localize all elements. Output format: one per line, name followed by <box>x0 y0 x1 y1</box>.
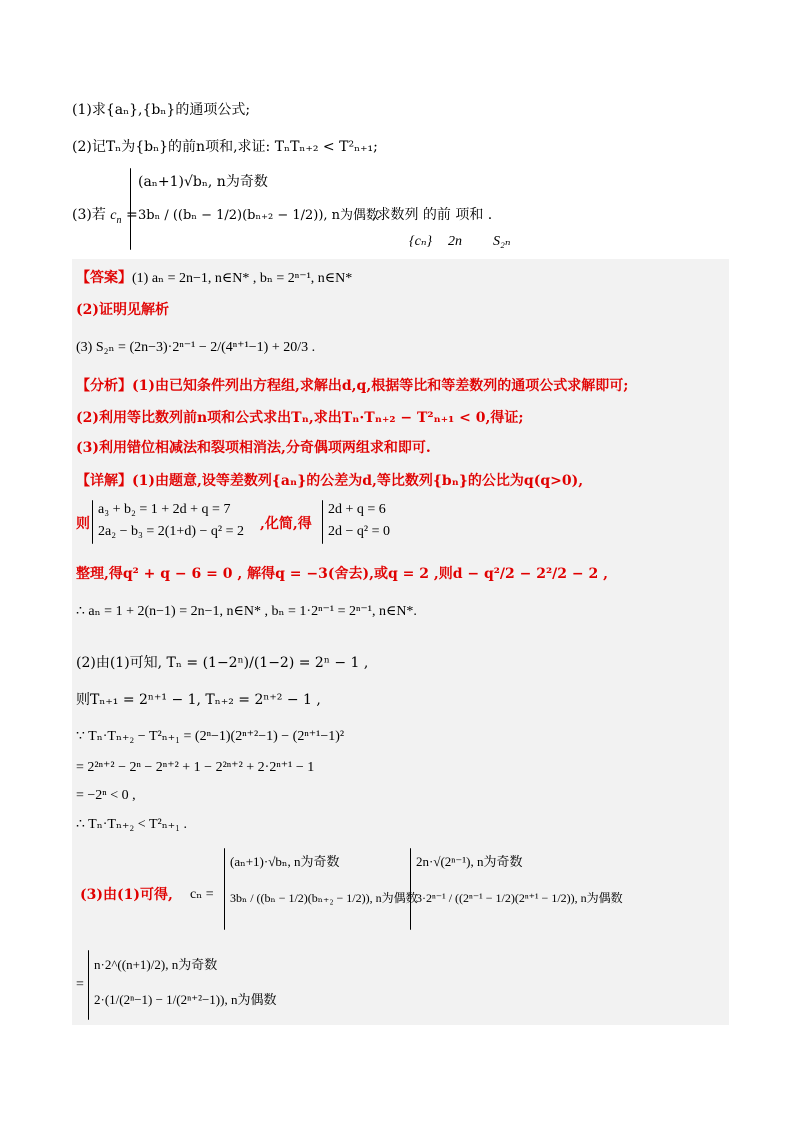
q3-eq: = <box>125 207 138 223</box>
system-2-bottom: 2d − q² = 0 <box>328 524 390 539</box>
detail-line-1 <box>76 471 583 491</box>
answer-line-2: (2)证明见解析 <box>76 302 169 318</box>
q3-tail: ,求数列 的前 项和 . <box>372 207 493 223</box>
answer-p1: (1) aₙ = 2n−1, n∈N* , bₙ = 2ⁿ⁻¹, n∈N* <box>132 271 353 286</box>
detail-p3-prefix: (3)由(1)可得, <box>80 887 173 903</box>
question-3-prefix <box>72 205 138 226</box>
detail-p2-line-6: ∴ Tₙ·Tₙ₊₂ < T²ₙ₊₁ . <box>76 817 188 832</box>
answer-line-1 <box>76 268 352 289</box>
p3-case1-even: 3bₙ / ((bₙ − 1/2)(bₙ₊₂ − 1/2)), n为偶数 <box>230 891 418 905</box>
p3-case2-odd: 2n·√(2ⁿ⁻¹), n为奇数 <box>416 854 523 869</box>
p3-brace-2 <box>410 848 411 930</box>
system-1-brace <box>92 500 93 544</box>
detail-p2-line-3: ∵ Tₙ·Tₙ₊₂ − T²ₙ₊₁ = (2ⁿ−1)(2ⁿ⁺²−1) − (2ⁿ⁺¹−1)² <box>76 729 345 744</box>
detail-l1: (1)由题意,设等差数列{aₙ}的公差为d,等比数列{bₙ}的公比为q(q>0), <box>132 473 584 489</box>
q3-sub-s2n: S₂ₙ <box>493 234 511 249</box>
detail-p2-line-5: = −2ⁿ < 0 , <box>76 788 136 803</box>
solution-panel <box>72 259 729 1025</box>
analysis-line-1 <box>76 376 628 396</box>
question-1: (1)求{aₙ},{bₙ}的通项公式; <box>72 102 251 118</box>
analysis-line-2: (2)利用等比数列前n项和公式求出Tₙ,求出Tₙ·Tₙ₊₂ − T²ₙ₊₁ < 0,得证; <box>76 410 524 426</box>
detail-line-3: 整理,得q² + q − 6 = 0 , 解得q = −3(舍去),或q = 2 ,则d − q²/2 − 2²/2 − 2 , <box>76 566 608 582</box>
detail-label: 【详解】 <box>76 473 132 489</box>
system-2-brace <box>322 500 323 544</box>
q3-cn-sub: n <box>116 214 122 226</box>
p3-case3-even: 2·(1/(2ⁿ−1) − 1/(2ⁿ⁺²−1)), n为偶数 <box>94 992 277 1007</box>
p3-brace-3 <box>88 950 89 1020</box>
answer-line-3: (3) S₂ₙ = (2n−3)·2ⁿ⁻¹ − 2/(4ⁿ⁺¹−1) + 20/3 . <box>76 340 316 355</box>
q3-case-odd: (aₙ+1)√bₙ, n为奇数 <box>138 174 268 190</box>
answer-label: 【答案】 <box>76 270 132 286</box>
analysis-l1: (1)由已知条件列出方程组,求解出d,q,根据等比和等差数列的通项公式求解即可; <box>132 378 629 394</box>
p3-case1-odd: (aₙ+1)·√bₙ, n为奇数 <box>230 854 340 869</box>
p3-equals: = <box>76 977 84 992</box>
p3-brace-1 <box>224 848 225 930</box>
q3-prefix-text: (3)若 <box>72 207 106 223</box>
detail-simplify: ,化简,得 <box>260 516 312 532</box>
detail-then: 则 <box>76 516 90 532</box>
q3-brace <box>130 168 131 250</box>
q3-cn: c <box>110 208 117 223</box>
system-1-top: a₃ + b₂ = 1 + 2d + q = 7 <box>98 502 231 517</box>
p3-case3-odd: n·2^((n+1)/2), n为奇数 <box>94 957 218 972</box>
question-2: (2)记Tₙ为{bₙ}的前n项和,求证: TₙTₙ₊₂ < T²ₙ₊₁; <box>72 139 378 155</box>
analysis-label: 【分析】 <box>76 378 132 394</box>
detail-p2-line-1: (2)由(1)可知, Tₙ = (1−2ⁿ)/(1−2) = 2ⁿ − 1 , <box>76 655 369 671</box>
q3-sub-2n: 2n <box>448 234 462 249</box>
detail-p2-line-2: 则Tₙ₊₁ = 2ⁿ⁺¹ − 1, Tₙ₊₂ = 2ⁿ⁺² − 1 , <box>76 692 321 708</box>
q3-sub-cn: {cₙ} <box>409 234 433 249</box>
detail-p3-cn: cₙ = <box>190 887 214 902</box>
detail-line-4: ∴ aₙ = 1 + 2(n−1) = 2n−1, n∈N* , bₙ = 1·2ⁿ⁻¹ = 2ⁿ⁻¹, n∈N*. <box>76 604 417 619</box>
detail-p2-line-4: = 2²ⁿ⁺² − 2ⁿ − 2ⁿ⁺² + 1 − 2²ⁿ⁺² + 2·2ⁿ⁺¹ − 1 <box>76 760 315 775</box>
analysis-line-3: (3)利用错位相减法和裂项相消法,分奇偶项两组求和即可. <box>76 440 431 456</box>
system-1-bottom: 2a₂ − b₃ = 2(1+d) − q² = 2 <box>98 524 244 539</box>
q3-case-even: 3bₙ / ((bₙ − 1/2)(bₙ₊₂ − 1/2)), n为偶数 <box>138 208 380 223</box>
system-2-top: 2d + q = 6 <box>328 502 386 517</box>
p3-case2-even: 3·2ⁿ⁻¹ / ((2ⁿ⁻¹ − 1/2)(2ⁿ⁺¹ − 1/2)), n为偶数 <box>416 891 623 905</box>
